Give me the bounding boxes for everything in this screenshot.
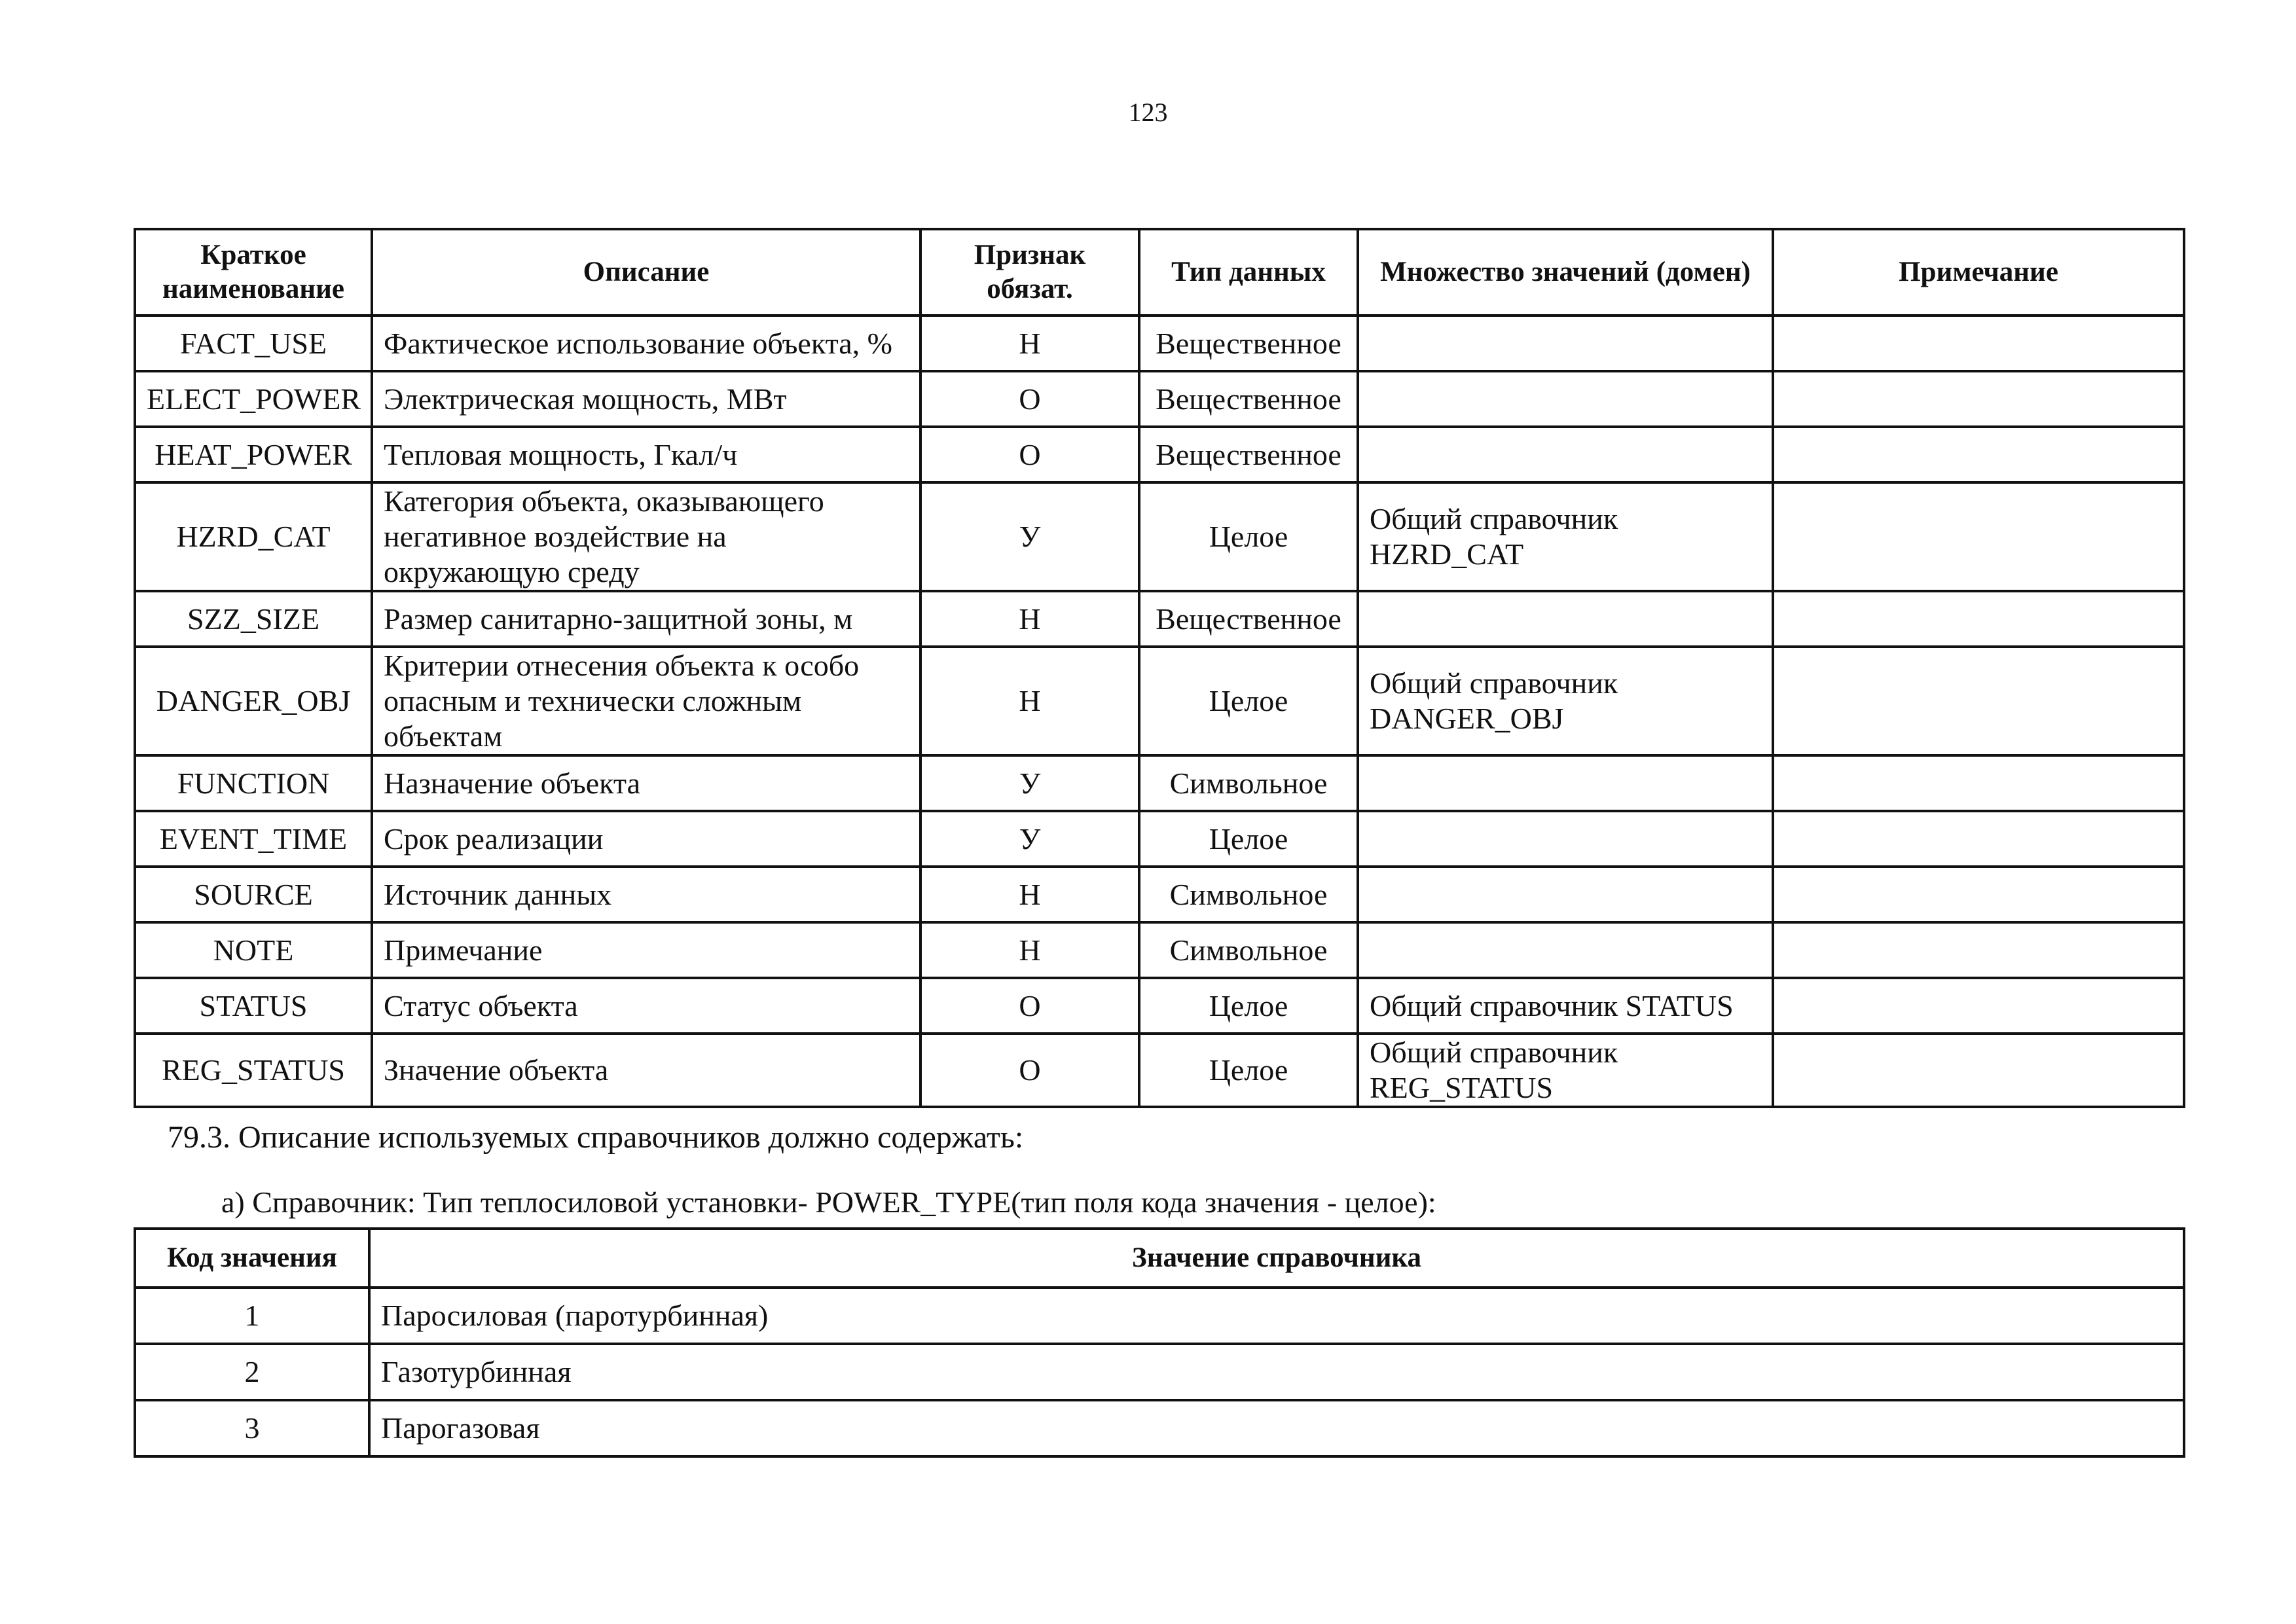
- cell-data-type: Целое: [1139, 811, 1358, 867]
- cell-domain: [1358, 316, 1773, 371]
- cell-data-type: Вещественное: [1139, 316, 1358, 371]
- cell-data-type: Символьное: [1139, 867, 1358, 922]
- cell-required: Н: [920, 647, 1139, 755]
- cell-required: Н: [920, 316, 1139, 371]
- table-row: [135, 371, 2184, 427]
- cell-value: Парогазовая: [369, 1400, 2184, 1456]
- cell-data-type: Целое: [1139, 1034, 1358, 1107]
- cell-short-name: SOURCE: [135, 867, 372, 922]
- cell-domain: [1358, 371, 1773, 427]
- table-row: [135, 1288, 2184, 1344]
- cell-required: О: [920, 1034, 1139, 1107]
- cell-domain: Общий справочник STATUS: [1358, 978, 1773, 1034]
- table-row: [135, 1034, 2184, 1107]
- cell-description: Примечание: [372, 922, 920, 978]
- cell-required: Н: [920, 867, 1139, 922]
- cell-data-type: Целое: [1139, 978, 1358, 1034]
- table-row: [135, 811, 2184, 867]
- cell-data-type: Вещественное: [1139, 371, 1358, 427]
- page-number: 123: [1128, 98, 1168, 127]
- cell-code: 3: [135, 1400, 369, 1456]
- cell-code: 2: [135, 1344, 369, 1400]
- table-row: [135, 1400, 2184, 1456]
- cell-domain: [1358, 427, 1773, 482]
- cell-short-name: REG_STATUS: [135, 1034, 372, 1107]
- table-row: [135, 755, 2184, 811]
- cell-domain: [1358, 867, 1773, 922]
- table-row: [135, 1344, 2184, 1400]
- cell-domain: [1358, 811, 1773, 867]
- table-row: [135, 867, 2184, 922]
- table-header-row: [135, 229, 2184, 316]
- table-row: [135, 591, 2184, 647]
- cell-value: Паросиловая (паротурбинная): [369, 1288, 2184, 1344]
- cell-description: Фактическое использование объекта, %: [372, 316, 920, 371]
- header-code: Код значения: [135, 1229, 369, 1288]
- cell-short-name: EVENT_TIME: [135, 811, 372, 867]
- table-row: [135, 647, 2184, 755]
- table-row: [135, 922, 2184, 978]
- header-data-type: Тип данных: [1139, 229, 1358, 316]
- cell-data-type: Вещественное: [1139, 591, 1358, 647]
- cell-required: У: [920, 482, 1139, 591]
- cell-note: [1773, 371, 2184, 427]
- cell-note: [1773, 591, 2184, 647]
- cell-short-name: HZRD_CAT: [135, 482, 372, 591]
- cell-domain: [1358, 591, 1773, 647]
- header-value: Значение справочника: [369, 1229, 2184, 1288]
- cell-note: [1773, 922, 2184, 978]
- cell-domain: [1358, 755, 1773, 811]
- cell-domain: [1358, 922, 1773, 978]
- cell-note: [1773, 316, 2184, 371]
- dictionary-table: [134, 1227, 2185, 1458]
- header-short-name: Краткое наименование: [135, 229, 372, 316]
- cell-note: [1773, 867, 2184, 922]
- cell-description: Размер санитарно-защитной зоны, м: [372, 591, 920, 647]
- cell-note: [1773, 482, 2184, 591]
- cell-data-type: Символьное: [1139, 755, 1358, 811]
- cell-note: [1773, 978, 2184, 1034]
- cell-short-name: NOTE: [135, 922, 372, 978]
- cell-required: У: [920, 811, 1139, 867]
- cell-note: [1773, 811, 2184, 867]
- cell-code: 1: [135, 1288, 369, 1344]
- cell-required: Н: [920, 591, 1139, 647]
- table-row: [135, 316, 2184, 371]
- cell-short-name: STATUS: [135, 978, 372, 1034]
- cell-domain: Общий справочник REG_STATUS: [1358, 1034, 1773, 1107]
- cell-data-type: Целое: [1139, 482, 1358, 591]
- cell-required: О: [920, 427, 1139, 482]
- cell-required: У: [920, 755, 1139, 811]
- section-heading: 79.3. Описание используемых справочников должно содержать:: [168, 1120, 1024, 1155]
- cell-description: Тепловая мощность, Гкал/ч: [372, 427, 920, 482]
- header-required: Признак обязат.: [920, 229, 1139, 316]
- cell-data-type: Символьное: [1139, 922, 1358, 978]
- cell-description: Критерии отнесения объекта к особо опасным и технически сложным объектам: [372, 647, 920, 755]
- table-row: [135, 427, 2184, 482]
- cell-value: Газотурбинная: [369, 1344, 2184, 1400]
- table-row: [135, 482, 2184, 591]
- cell-description: Статус объекта: [372, 978, 920, 1034]
- cell-short-name: SZZ_SIZE: [135, 591, 372, 647]
- attributes-table: [134, 228, 2185, 1108]
- cell-required: Н: [920, 922, 1139, 978]
- cell-data-type: Вещественное: [1139, 427, 1358, 482]
- dictionary-header-row: [135, 1229, 2184, 1288]
- table-row: [135, 978, 2184, 1034]
- dictionary-caption: а) Справочник: Тип теплосиловой установки- POWER_TYPE(тип поля кода значения - целое):: [221, 1185, 1436, 1219]
- header-domain: Множество значений (домен): [1358, 229, 1773, 316]
- cell-required: О: [920, 371, 1139, 427]
- cell-required: О: [920, 978, 1139, 1034]
- cell-description: Срок реализации: [372, 811, 920, 867]
- cell-description: Категория объекта, оказывающего негативное воздействие на окружающую среду: [372, 482, 920, 591]
- cell-description: Электрическая мощность, МВт: [372, 371, 920, 427]
- cell-note: [1773, 427, 2184, 482]
- header-note: Примечание: [1773, 229, 2184, 316]
- cell-short-name: FACT_USE: [135, 316, 372, 371]
- cell-note: [1773, 647, 2184, 755]
- header-description: Описание: [372, 229, 920, 316]
- cell-note: [1773, 1034, 2184, 1107]
- cell-short-name: FUNCTION: [135, 755, 372, 811]
- cell-domain: Общий справочник HZRD_CAT: [1358, 482, 1773, 591]
- cell-domain: Общий справочник DANGER_OBJ: [1358, 647, 1773, 755]
- cell-description: Значение объекта: [372, 1034, 920, 1107]
- cell-data-type: Целое: [1139, 647, 1358, 755]
- cell-short-name: HEAT_POWER: [135, 427, 372, 482]
- cell-short-name: ELECT_POWER: [135, 371, 372, 427]
- cell-short-name: DANGER_OBJ: [135, 647, 372, 755]
- cell-description: Источник данных: [372, 867, 920, 922]
- cell-description: Назначение объекта: [372, 755, 920, 811]
- cell-note: [1773, 755, 2184, 811]
